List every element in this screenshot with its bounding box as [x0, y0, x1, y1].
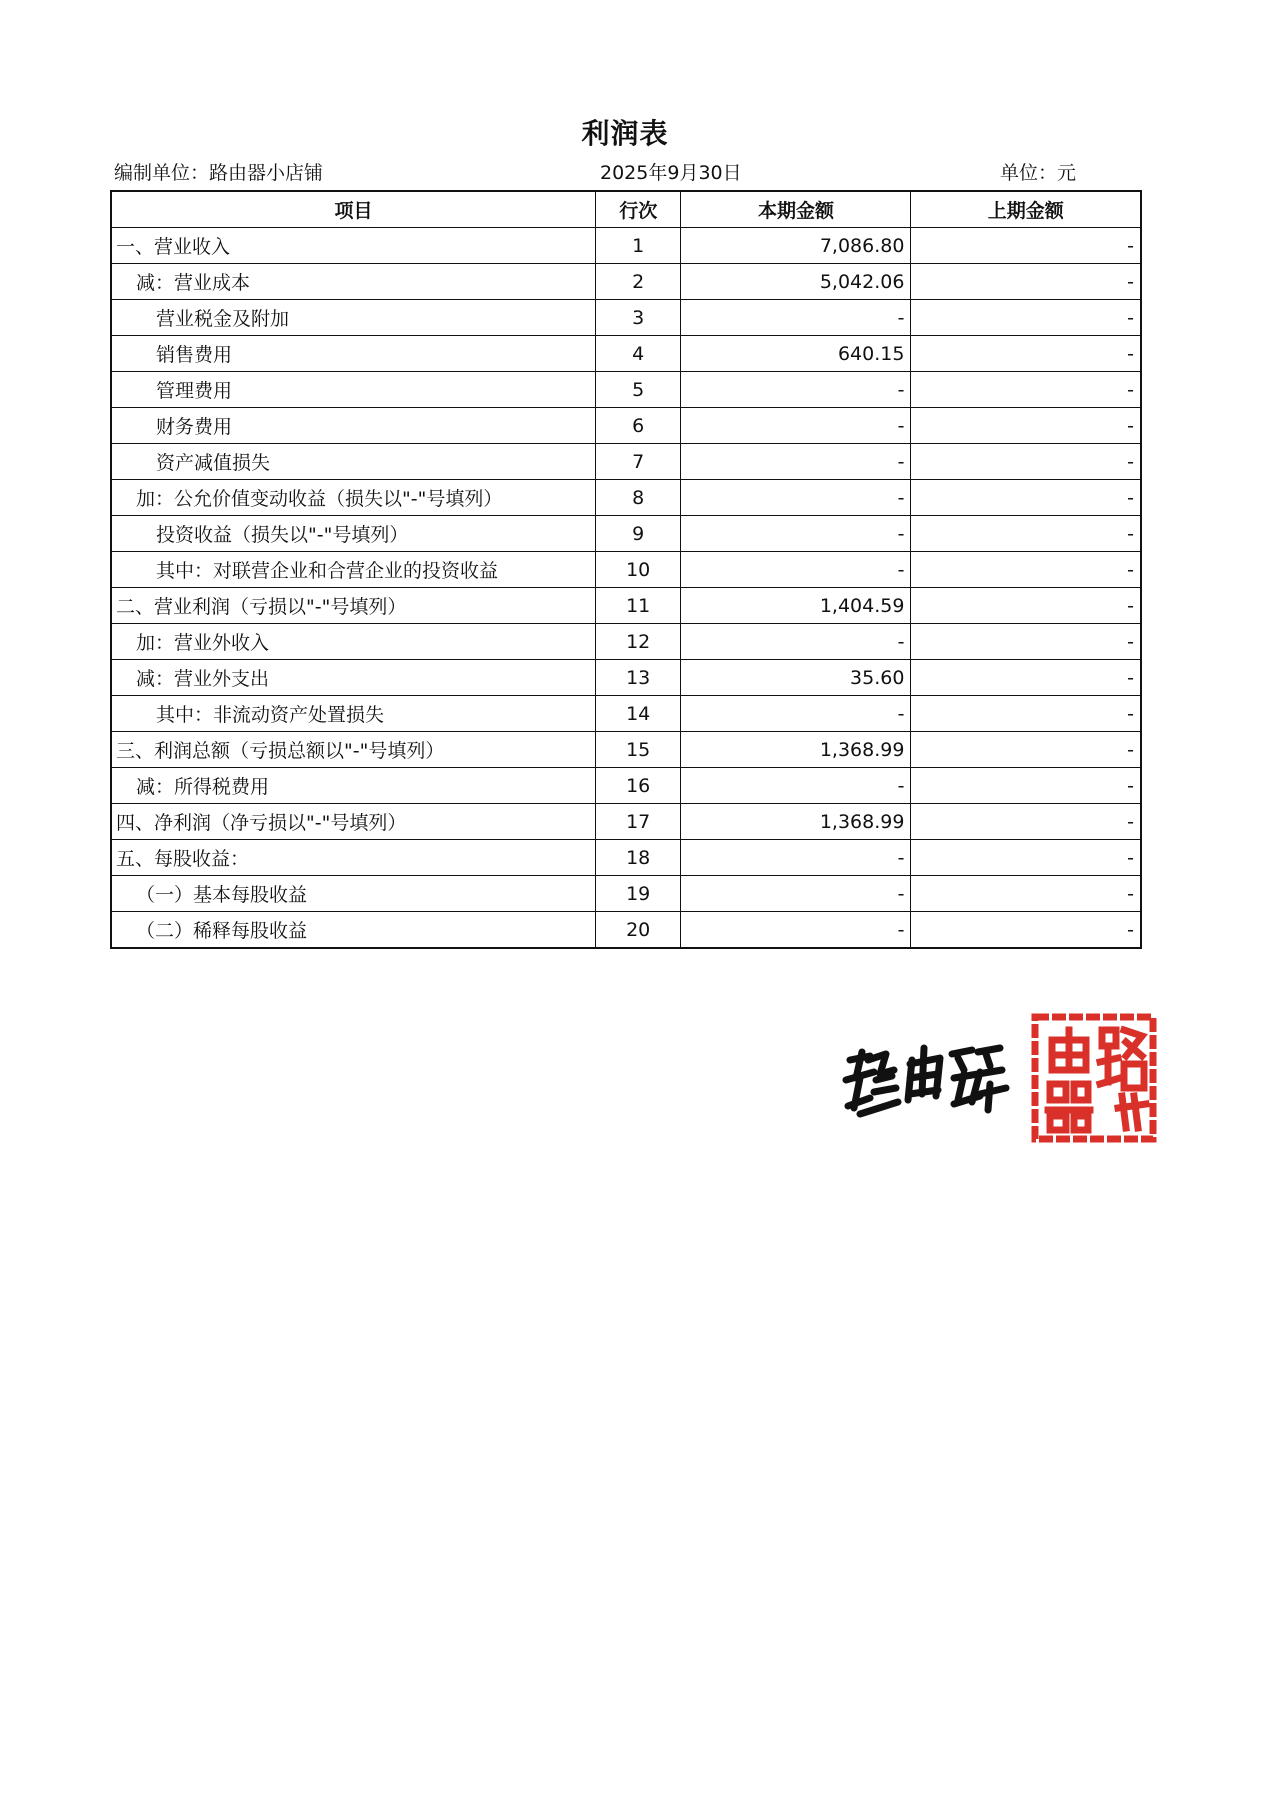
row-current-amount: -	[681, 912, 911, 949]
row-line-number: 5	[595, 372, 680, 408]
row-line-number: 2	[595, 264, 680, 300]
row-current-amount: 1,404.59	[681, 588, 911, 624]
row-previous-amount: -	[911, 912, 1141, 949]
row-previous-amount: -	[911, 516, 1141, 552]
row-previous-amount: -	[911, 228, 1141, 264]
compiling-unit: 编制单位：路由器小店铺	[114, 162, 324, 184]
row-item-label: （一）基本每股收益	[111, 876, 595, 912]
row-line-number: 4	[595, 336, 680, 372]
table-row	[111, 336, 1141, 372]
row-previous-amount: -	[911, 372, 1141, 408]
table-row	[111, 480, 1141, 516]
row-previous-amount: -	[911, 660, 1141, 696]
row-current-amount: -	[681, 300, 911, 336]
row-item-label: 其中：非流动资产处置损失	[111, 696, 595, 732]
row-previous-amount: -	[911, 840, 1141, 876]
row-line-number: 7	[595, 444, 680, 480]
row-line-number: 10	[595, 552, 680, 588]
row-previous-amount: -	[911, 264, 1141, 300]
row-line-number: 15	[595, 732, 680, 768]
row-item-label: 一、营业收入	[111, 228, 595, 264]
row-previous-amount: -	[911, 300, 1141, 336]
row-current-amount: -	[681, 444, 911, 480]
row-current-amount: -	[681, 624, 911, 660]
row-previous-amount: -	[911, 552, 1141, 588]
row-line-number: 6	[595, 408, 680, 444]
row-current-amount: 640.15	[681, 336, 911, 372]
table-row	[111, 876, 1141, 912]
row-line-number: 13	[595, 660, 680, 696]
row-item-label: 五、每股收益：	[111, 840, 595, 876]
table-body	[111, 228, 1141, 949]
row-previous-amount: -	[911, 480, 1141, 516]
header-previous-amount: 上期金额	[911, 191, 1141, 228]
row-current-amount: -	[681, 372, 911, 408]
row-item-label: 其中：对联营企业和合营企业的投资收益	[111, 552, 595, 588]
row-line-number: 19	[595, 876, 680, 912]
document-title: 利润表	[581, 117, 669, 150]
table-row	[111, 444, 1141, 480]
row-line-number: 9	[595, 516, 680, 552]
table-header-row	[111, 191, 1141, 228]
row-item-label: 销售费用	[111, 336, 595, 372]
table-row	[111, 588, 1141, 624]
row-item-label: 加：公允价值变动收益（损失以"-"号填列）	[111, 480, 595, 516]
table-row	[111, 696, 1141, 732]
row-current-amount: -	[681, 768, 911, 804]
table-row	[111, 300, 1141, 336]
row-current-amount: -	[681, 876, 911, 912]
table-row	[111, 624, 1141, 660]
row-current-amount: -	[681, 408, 911, 444]
row-previous-amount: -	[911, 732, 1141, 768]
table-row	[111, 408, 1141, 444]
row-current-amount: 1,368.99	[681, 732, 911, 768]
table-row	[111, 912, 1141, 949]
row-previous-amount: -	[911, 336, 1141, 372]
row-previous-amount: -	[911, 624, 1141, 660]
row-item-label: 加：营业外收入	[111, 624, 595, 660]
row-item-label: 四、净利润（净亏损以"-"号填列）	[111, 804, 595, 840]
report-date: 2025年9月30日	[600, 162, 742, 184]
income-statement-table	[110, 190, 1142, 949]
row-item-label: 营业税金及附加	[111, 300, 595, 336]
row-previous-amount: -	[911, 696, 1141, 732]
row-line-number: 16	[595, 768, 680, 804]
row-current-amount: 5,042.06	[681, 264, 911, 300]
row-current-amount: 1,368.99	[681, 804, 911, 840]
row-previous-amount: -	[911, 588, 1141, 624]
table-row	[111, 768, 1141, 804]
row-current-amount: -	[681, 552, 911, 588]
row-current-amount: -	[681, 516, 911, 552]
table-row	[111, 840, 1141, 876]
header-current-amount: 本期金额	[681, 191, 911, 228]
table-row	[111, 804, 1141, 840]
row-current-amount: -	[681, 480, 911, 516]
row-current-amount: -	[681, 840, 911, 876]
row-previous-amount: -	[911, 876, 1141, 912]
row-line-number: 8	[595, 480, 680, 516]
row-previous-amount: -	[911, 804, 1141, 840]
table-row	[111, 516, 1141, 552]
row-line-number: 3	[595, 300, 680, 336]
header-line-no: 行次	[595, 191, 680, 228]
table-row	[111, 552, 1141, 588]
row-item-label: 二、营业利润（亏损以"-"号填列）	[111, 588, 595, 624]
row-current-amount: 35.60	[681, 660, 911, 696]
row-current-amount: 7,086.80	[681, 228, 911, 264]
company-seal	[1030, 1012, 1158, 1144]
row-item-label: 减：营业成本	[111, 264, 595, 300]
row-item-label: 资产减值损失	[111, 444, 595, 480]
table-row	[111, 372, 1141, 408]
handwritten-signature	[840, 1030, 1010, 1140]
row-line-number: 14	[595, 696, 680, 732]
row-current-amount: -	[681, 696, 911, 732]
row-line-number: 20	[595, 912, 680, 949]
currency-unit: 单位：元	[1000, 162, 1077, 184]
table-row	[111, 228, 1141, 264]
row-item-label: 管理费用	[111, 372, 595, 408]
row-item-label: 投资收益（损失以"-"号填列）	[111, 516, 595, 552]
row-previous-amount: -	[911, 408, 1141, 444]
row-previous-amount: -	[911, 444, 1141, 480]
table-row	[111, 660, 1141, 696]
row-previous-amount: -	[911, 768, 1141, 804]
row-item-label: 减：营业外支出	[111, 660, 595, 696]
row-line-number: 11	[595, 588, 680, 624]
table-row	[111, 732, 1141, 768]
row-item-label: （二）稀释每股收益	[111, 912, 595, 949]
table-row	[111, 264, 1141, 300]
row-line-number: 17	[595, 804, 680, 840]
row-line-number: 12	[595, 624, 680, 660]
row-item-label: 三、利润总额（亏损总额以"-"号填列）	[111, 732, 595, 768]
row-item-label: 减：所得税费用	[111, 768, 595, 804]
row-item-label: 财务费用	[111, 408, 595, 444]
header-item: 项目	[111, 191, 595, 228]
row-line-number: 1	[595, 228, 680, 264]
row-line-number: 18	[595, 840, 680, 876]
